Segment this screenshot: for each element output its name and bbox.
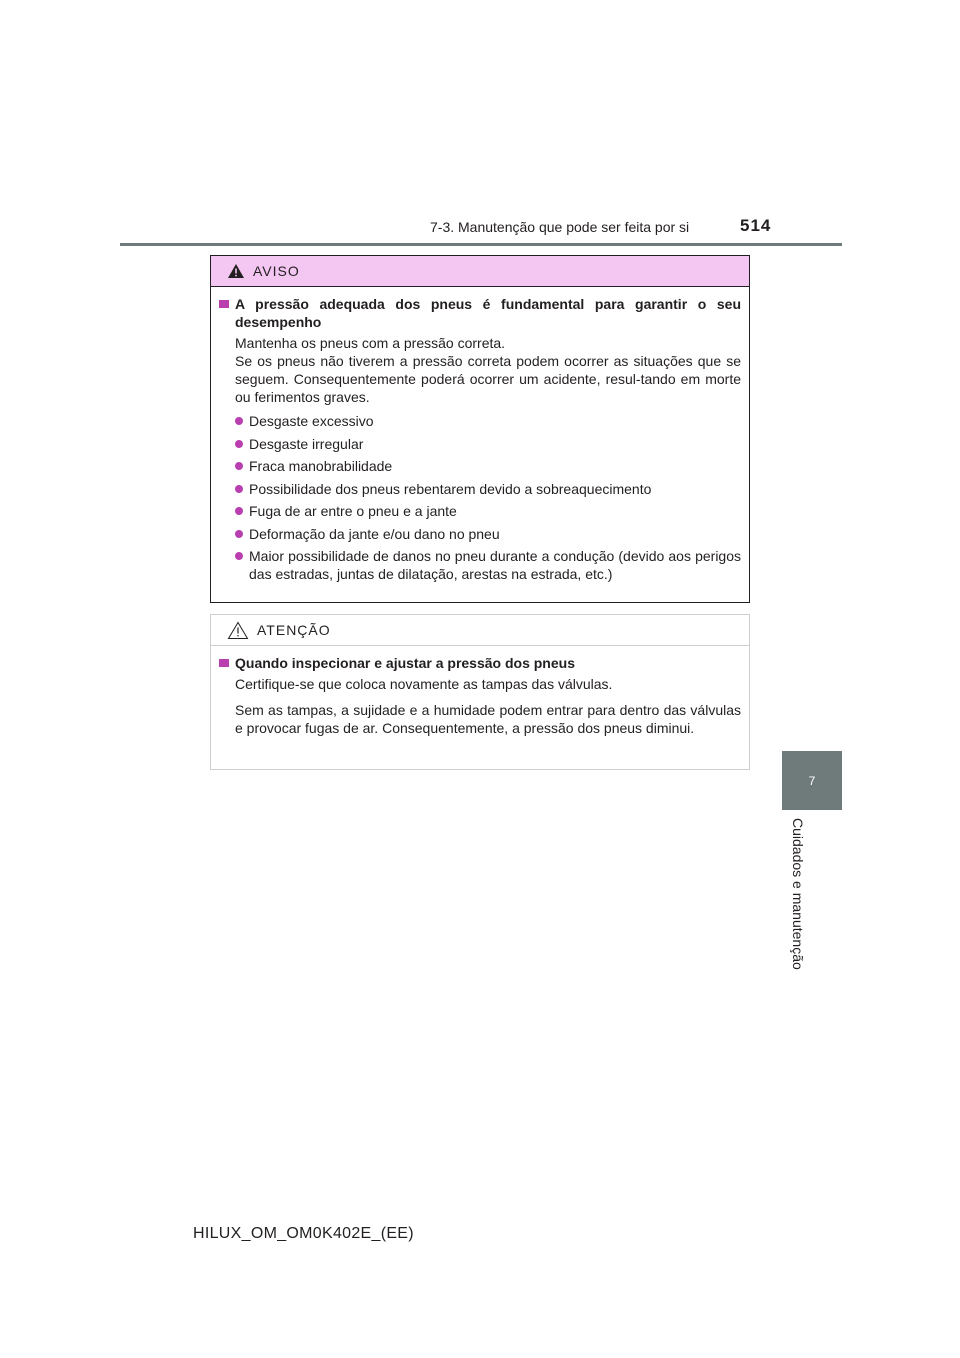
warning-box (210, 255, 750, 603)
warning-triangle-icon (227, 263, 245, 279)
bullet-dot-icon (235, 417, 243, 425)
caution-box (210, 614, 750, 770)
square-bullet-icon (219, 300, 229, 308)
warning-para: Mantenha os pneus com a pressão correta. (235, 335, 506, 351)
bullet-dot-icon (235, 462, 243, 470)
square-bullet-icon (219, 659, 229, 667)
list-item: Maior possibilidade de danos no pneu durante a condução (devido aos perigos das estradas, juntas de dilatação, arestas na estrada, etc.) (235, 547, 741, 583)
warning-header (211, 256, 749, 287)
list-item: Possibilidade dos pneus rebentarem devido a sobreaquecimento (235, 480, 741, 498)
model-code: HILUX_OM_OM0K402E_(EE) (193, 1225, 414, 1242)
caution-triangle-icon (227, 621, 249, 640)
caution-heading: ATENÇÃO (257, 622, 331, 638)
list-item: Deformação da jante e/ou dano no pneu (235, 525, 741, 543)
list-item: Fraca manobrabilidade (235, 457, 741, 475)
warning-title-text: A pressão adequada dos pneus é fundamental para garantir o seu desempenho (235, 296, 741, 330)
list-item: Desgaste excessivo (235, 412, 741, 430)
section-title: 7-3. Manutenção que pode ser feita por si (430, 219, 690, 235)
bullet-dot-icon (235, 530, 243, 538)
bullet-dot-icon (235, 485, 243, 493)
chapter-label: Cuidados e manutenção (790, 818, 806, 970)
header-rule (120, 243, 842, 246)
chapter-number: 7 (808, 773, 816, 788)
caution-para: Sem as tampas, a sujidade e a humidade podem entrar para dentro das válvulas e provocar fugas de ar. Consequentemente, a pressão dos pneus diminui. (235, 702, 741, 736)
warning-heading: AVISO (253, 263, 300, 279)
list-item: Desgaste irregular (235, 435, 741, 453)
warning-para: Se os pneus não tiverem a pressão correta podem ocorrer as situações que se seguem. Consequentemente poderá ocorrer um acidente, resul-tando em morte ou ferimentos graves. (235, 353, 741, 405)
chapter-tab[interactable] (782, 751, 842, 810)
page-number: 514 (740, 216, 772, 235)
caution-header (211, 615, 749, 646)
caution-title (219, 654, 741, 672)
warning-title (219, 295, 741, 331)
list-item: Fuga de ar entre o pneu e a jante (235, 502, 741, 520)
caution-para: Certifique-se que coloca novamente as tampas das válvulas. (235, 676, 613, 692)
bullet-dot-icon (235, 552, 243, 560)
warning-list (219, 412, 741, 583)
bullet-dot-icon (235, 507, 243, 515)
caution-title-text: Quando inspecionar e ajustar a pressão dos pneus (235, 655, 575, 671)
bullet-dot-icon (235, 440, 243, 448)
